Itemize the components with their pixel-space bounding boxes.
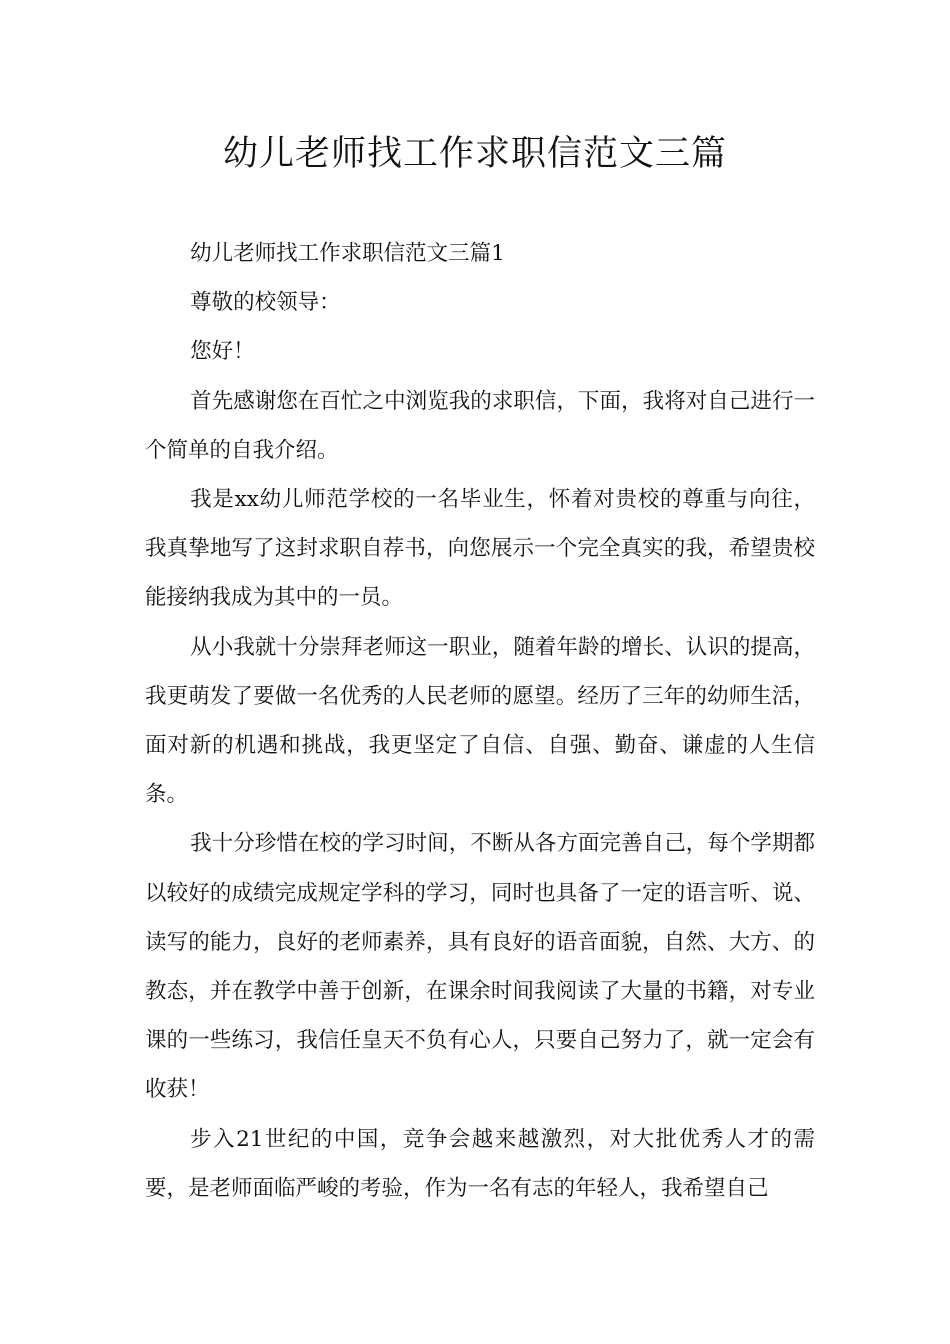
salutation: 尊敬的校领导： bbox=[190, 290, 341, 316]
body-paragraph: 我是xx幼儿师范学校的一名毕业生，怀着对贵校的尊重与向往，我真挚地写了这封求职自荐书，向您展示一个完全真实的我，希望贵校能接纳我成为其中的一员。 bbox=[145, 487, 815, 611]
section-heading: 幼儿老师找工作求职信范文三篇1 bbox=[190, 241, 505, 266]
body-paragraph: 从小我就十分崇拜老师这一职业，随着年龄的增长、认识的提高，我更萌发了要做一名优秀的人民老师的愿望。经历了三年的幼师生活，面对新的机遇和挑战，我更坚定了自信、自强、勤奋、谦虚的人生信条。 bbox=[145, 634, 815, 808]
body-paragraph: 步入21世纪的中国，竞争会越来越激烈，对大批优秀人才的需要，是老师面临严峻的考验，作为一名有志的年轻人，我希望自己 bbox=[145, 1126, 815, 1201]
document-title: 幼儿老师找工作求职信范文三篇 bbox=[222, 134, 727, 174]
body-paragraph: 我十分珍惜在校的学习时间，不断从各方面完善自己，每个学期都以较好的成绩完成规定学科的学习，同时也具备了一定的语言听、说、读写的能力，良好的老师素养，具有良好的语音面貌，自然、大方、的教态，并在教学中善于创新，在课余时间我阅读了大量的书籍，对专业课的一些练习，我信任皇天不负有心人，只要自己努力了，就一定会有收获！ bbox=[145, 831, 815, 1103]
body-paragraph: 首先感谢您在百忙之中浏览我的求职信，下面，我将对自己进行一个简单的自我介绍。 bbox=[145, 388, 815, 463]
document-body bbox=[145, 229, 815, 1213]
greeting: 您好！ bbox=[190, 339, 255, 365]
